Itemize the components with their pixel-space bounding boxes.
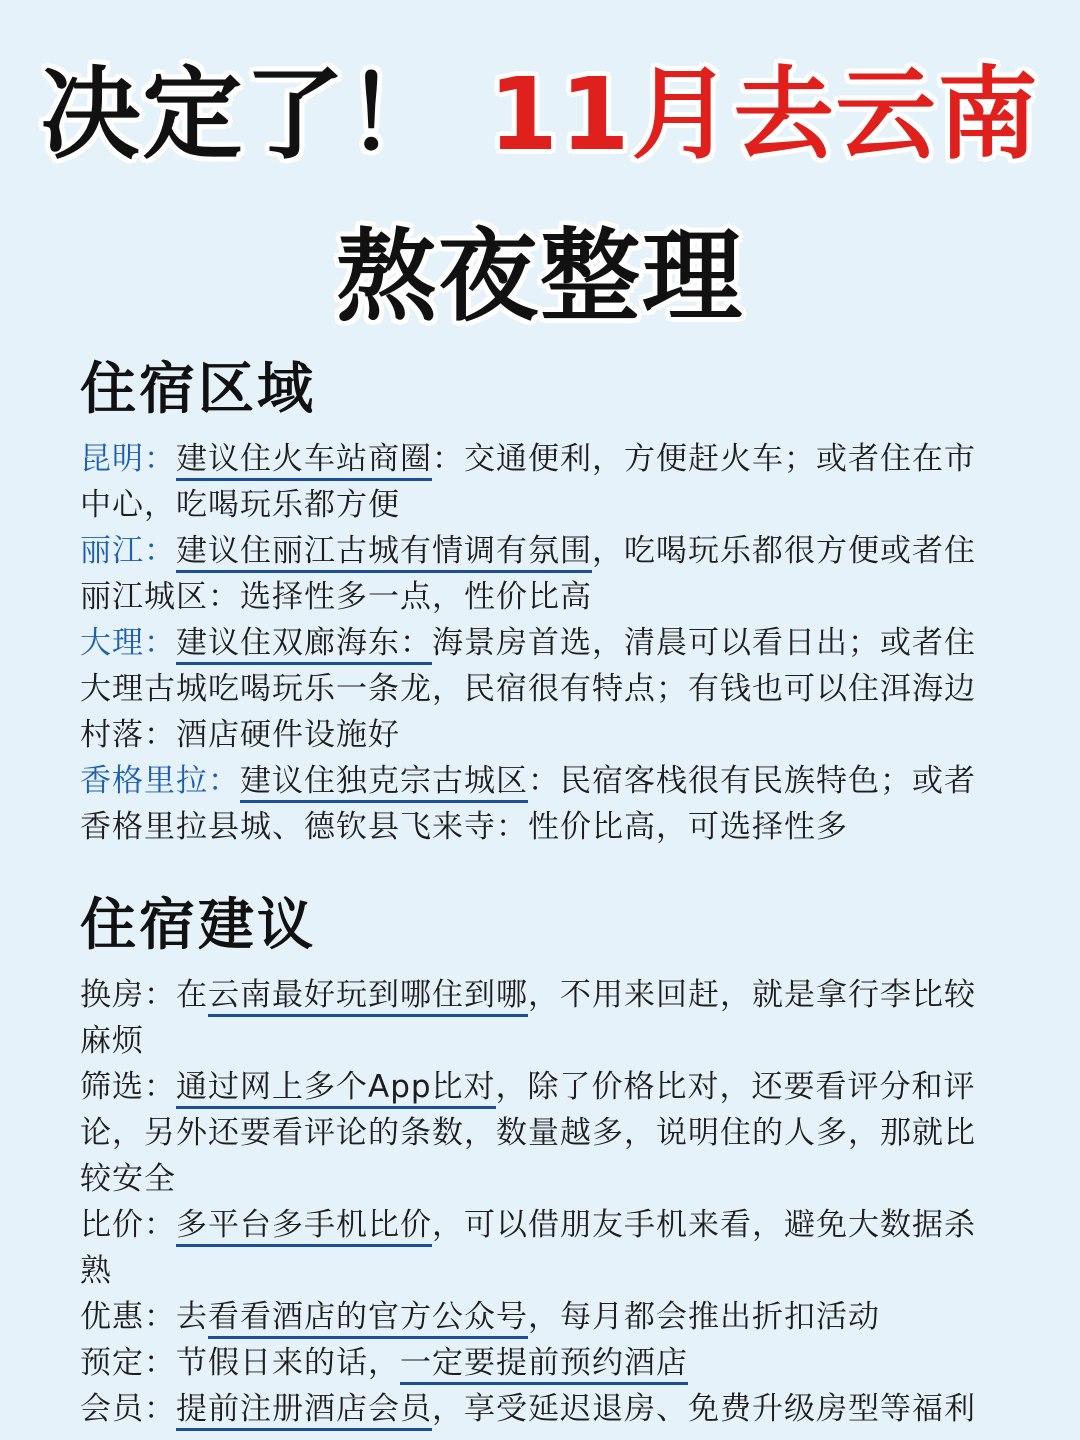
- tip-item-booking: [80, 1340, 1000, 1386]
- area-item-dali: [80, 620, 1000, 758]
- highlight-text: 提前注册酒店会员: [176, 1391, 432, 1431]
- tip-label: 比价：: [80, 1207, 176, 1243]
- body-text: ，每月都会推出折扣活动: [528, 1299, 880, 1335]
- body-text: ：交通便利，方便赶火车；或者住在市中心，吃喝玩乐都方便: [80, 441, 976, 523]
- page-title: [0, 34, 1080, 178]
- tip-item-discount: [80, 1294, 1000, 1340]
- tip-item-room-change: [80, 972, 1000, 1064]
- highlight-text: 建议住双廊海东：: [176, 625, 432, 665]
- highlight-text: 多平台多手机比价: [176, 1207, 432, 1247]
- highlight-text: 通过网上多个App比对: [176, 1069, 496, 1109]
- highlight-text: 看看酒店的官方公众号: [208, 1299, 528, 1339]
- highlight-text: 建议住火车站商圈: [176, 441, 432, 481]
- tip-item-filter: [80, 1064, 1000, 1202]
- highlight-text: 一定要提前预约酒店: [400, 1345, 688, 1385]
- tip-label: 优惠：去: [80, 1299, 208, 1335]
- body-text: ，除了价格比对，还要看评分和评论，另外还要看评论的条数，数量越多，说明住的人多，那就比较安全: [80, 1069, 976, 1197]
- body-text: ，吃喝玩乐都很方便或者住丽江城区：选择性多一点，性价比高: [80, 533, 976, 615]
- city-label: 香格里拉：: [80, 763, 240, 799]
- section-heading-accommodation-tips: 住宿建议: [80, 893, 316, 958]
- body-text: ，可以借朋友手机来看，避免大数据杀熟: [80, 1207, 976, 1289]
- area-item-lijiang: [80, 528, 1000, 620]
- tip-item-membership: [80, 1386, 1000, 1432]
- title-decided: 决定了！: [40, 56, 449, 173]
- area-item-kunming: [80, 436, 1000, 528]
- section-heading-accommodation-area: 住宿区域: [80, 357, 316, 422]
- page-subtitle: 熬夜整理: [336, 218, 744, 335]
- body-text: ：民宿客栈很有民族特色；或者香格里拉县城、德钦县飞来寺：性价比高，可选择性多: [80, 763, 976, 845]
- highlight-text: 建议住丽江古城有情调有氛围: [176, 533, 592, 573]
- highlight-text: 云南最好玩到哪住到哪: [208, 977, 528, 1017]
- tip-item-price-compare: [80, 1202, 1000, 1294]
- city-label: 昆明：: [80, 441, 176, 477]
- body-text: ，不用来回赶，就是拿行李比较麻烦: [80, 977, 976, 1059]
- tip-label: 筛选：: [80, 1069, 176, 1105]
- tip-label: 换房：在: [80, 977, 208, 1013]
- city-label: 丽江：: [80, 533, 176, 569]
- title-november-yunnan: 11月去云南: [488, 56, 1040, 173]
- main-content: [80, 352, 1000, 1432]
- body-text: ，享受延迟退房、免费升级房型等福利: [432, 1391, 976, 1427]
- tip-label: 会员：: [80, 1391, 176, 1427]
- highlight-text: 建议住独克宗古城区: [240, 763, 528, 803]
- tip-label: 预定：节假日来的话，: [80, 1345, 400, 1381]
- body-text: 海景房首选，清晨可以看日出；或者住大理古城吃喝玩乐一条龙，民宿很有特点；有钱也可以住洱海边村落：酒店硬件设施好: [80, 625, 976, 753]
- area-item-shangri-la: [80, 758, 1000, 850]
- city-label: 大理：: [80, 625, 176, 661]
